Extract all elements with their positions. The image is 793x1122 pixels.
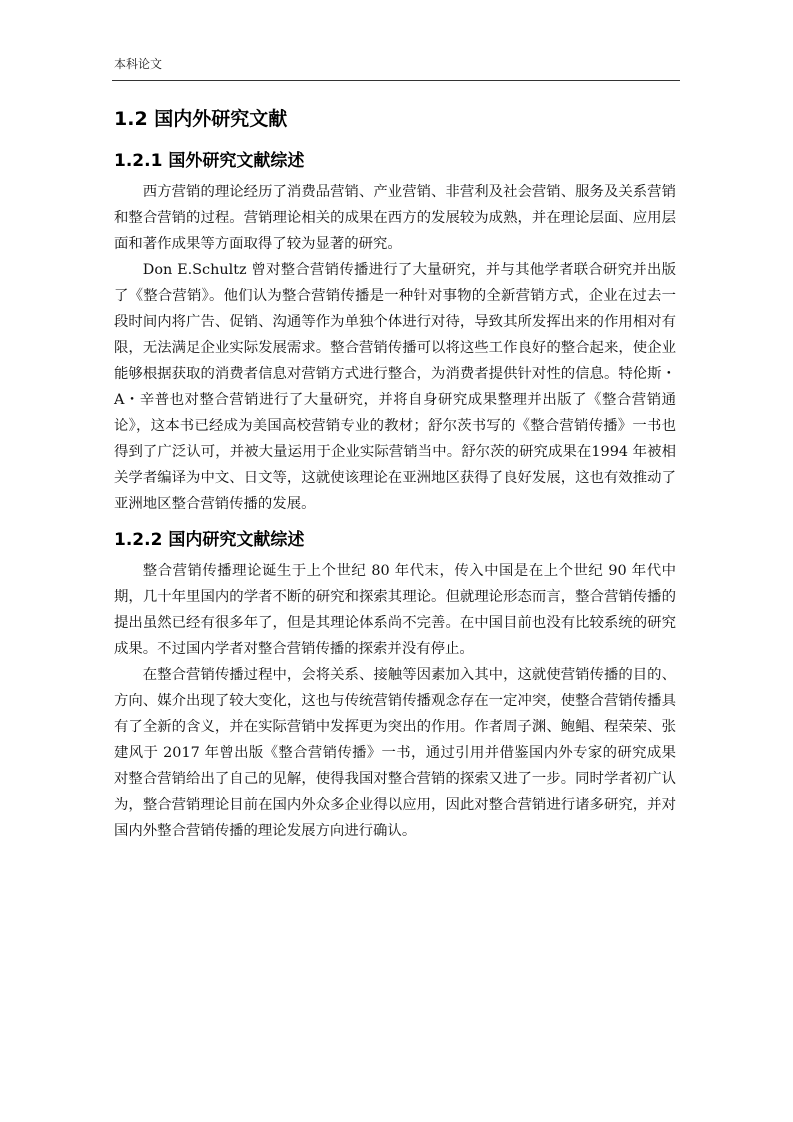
section-title: 1.2 国内外研究文献	[114, 108, 288, 130]
paragraph: 西方营销的理论经历了消费品营销、产业营销、非营利及社会营销、服务及关系营销和整合营销的过程。营销理论相关的成果在西方的发展较为成熟，并在理论层面、应用层面和著作成果等方面取得了较为显著的研究。	[114, 184, 676, 252]
paragraph: 整合营销传播理论诞生于上个世纪 80 年代末，传入中国是在上个世纪 90 年代中期，几十年里国内的学者不断的研究和探索其理论。但就理论形态而言，整合营销传播的提出虽然已经有很多年了，但是其理论体系尚不完善。在中国目前也没有比较系统的研究成果。不过国内学者对整合营销传播的探索并没有停止。	[114, 563, 676, 657]
subsection-title-foreign: 1.2.1 国外研究文献综述	[114, 151, 305, 171]
running-header: 本科论文	[114, 57, 163, 71]
document-body	[114, 96, 676, 844]
header-divider	[112, 80, 680, 81]
subsection-title-domestic: 1.2.2 国内研究文献综述	[114, 530, 305, 550]
paragraph: Don E.Schultz 曾对整合营销传播进行了大量研究，并与其他学者联合研究并出版了《整合营销》。他们认为整合营销传播是一种针对事物的全新营销方式，企业在过去一段时间内将广告、促销、沟通等作为单独个体进行对待，导致其所发挥出来的作用相对有限，无法满足企业实际发展需求。整合营销传播可以将这些工作良好的整合起来，使企业能够根据获取的消费者信息对营销方式进行整合，为消费者提供针对性的信息。特伦斯・A・辛普也对整合营销进行了大量研究，并将自身研究成果整理并出版了《整合营销通论》，这本书已经成为美国高校营销专业的教材；舒尔茨书写的《整合营销传播》一书也得到了广泛认可，并被大量运用于企业实际营销当中。舒尔茨的研究成果在1994 年被相关学者编译为中文、日文等，这就使该理论在亚洲地区获得了良好发展，这也有效推动了亚洲地区整合营销传播的发展。	[114, 262, 676, 512]
paragraph: 在整合营销传播过程中，会将关系、接触等因素加入其中，这就使营销传播的目的、方向、媒介出现了较大变化，这也与传统营销传播观念存在一定冲突，使整合营销传播具有了全新的含义，并在实际营销中发挥更为突出的作用。作者周子渊、鲍鲳、程荣荣、张建风于 2017 年曾出版《整合营销传播》一书，通过引用并借鉴国内外专家的研究成果对整合营销给出了自己的见解，使得我国对整合营销的探索又进了一步。同时学者初广认为，整合营销理论目前在国内外众多企业得以应用，因此对整合营销进行诸多研究，并对国内外整合营销传播的理论发展方向进行确认。	[114, 667, 676, 839]
